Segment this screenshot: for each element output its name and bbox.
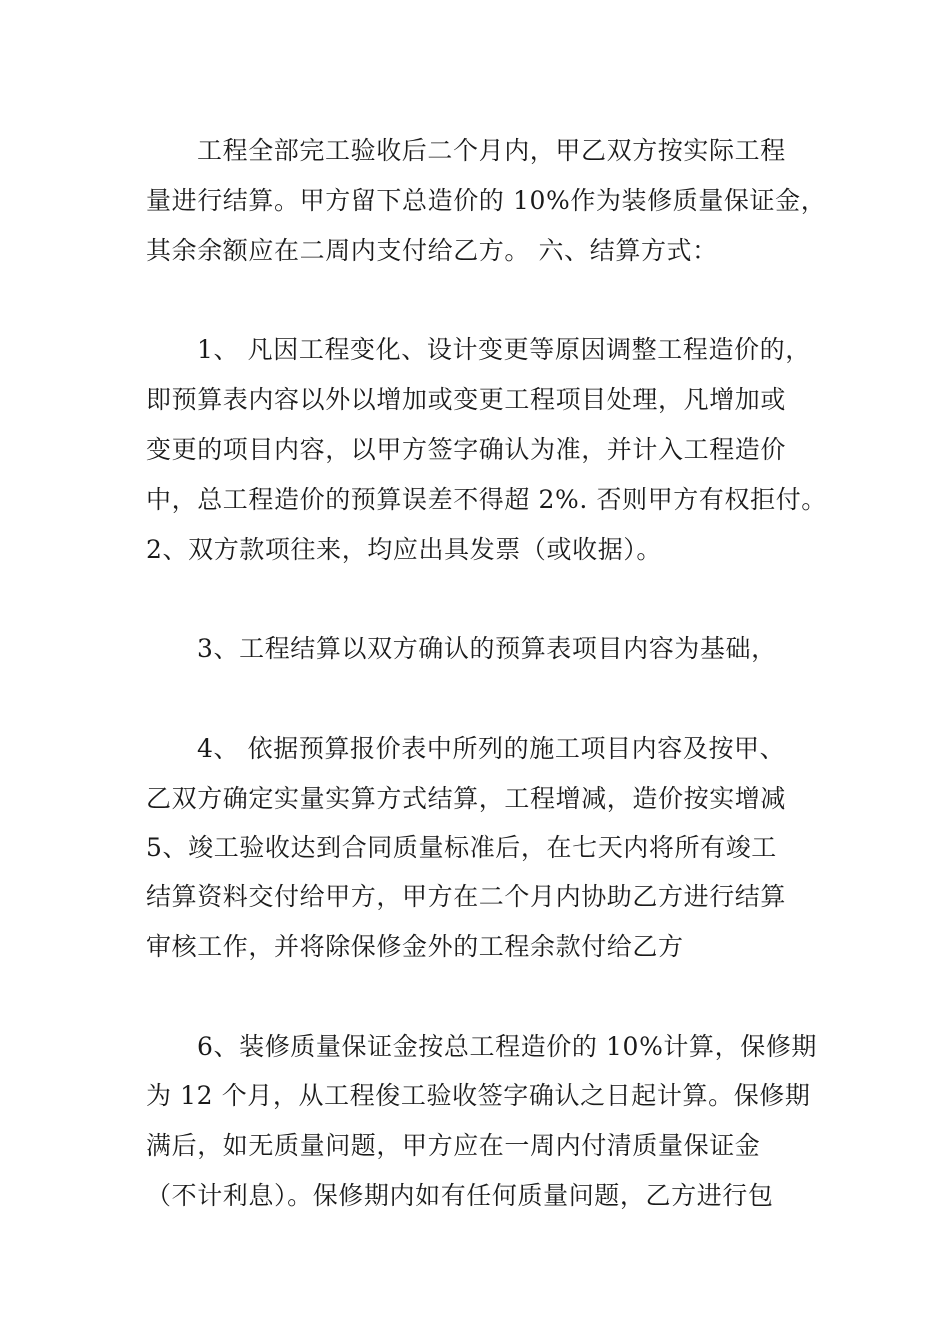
item-1-line-4: 中，总工程造价的预算误差不得超 2%. 否则甲方有权拒付。 (146, 485, 827, 514)
item-6-line-2: 为 12 个月，从工程俊工验收签字确认之日起计算。保修期 (146, 1081, 811, 1110)
item-6-line-4: （不计利息）。保修期内如有任何质量问题，乙方进行包 (146, 1181, 774, 1210)
paragraph-settlement-line-3: 其余余额应在二周内支付给乙方。 六、结算方式： (146, 236, 718, 265)
item-5-line-2: 结算资料交付给甲方，甲方在二个月内协助乙方进行结算 (146, 882, 787, 911)
paragraph-settlement-line-1: 工程全部完工验收后二个月内，甲乙双方按实际工程 (197, 136, 786, 165)
item-1-line-2: 即预算表内容以外以增加或变更工程项目处理，凡增加或 (146, 385, 787, 414)
item-3-line-1: 3、工程结算以双方确认的预算表项目内容为基础， (197, 634, 777, 663)
paragraph-settlement-line-2: 量进行结算。甲方留下总造价的 10%作为装修质量保证金， (146, 186, 827, 215)
item-4-line-1: 4、 依据预算报价表中所列的施工项目内容及按甲、 (197, 734, 786, 763)
item-4-line-2: 乙双方确定实量实算方式结算，工程增减，造价按实增减 (146, 784, 787, 813)
item-5-line-1: 5、竣工验收达到合同质量标准后，在七天内将所有竣工 (146, 833, 777, 862)
item-6-line-3: 满后，如无质量问题，甲方应在一周内付清质量保证金 (146, 1131, 761, 1160)
item-5-line-3: 审核工作，并将除保修金外的工程余款付给乙方 (146, 932, 684, 961)
item-1-line-1: 1、 凡因工程变化、设计变更等原因调整工程造价的， (197, 335, 811, 364)
item-1-line-3: 变更的项目内容，以甲方签字确认为准，并计入工程造价 (146, 435, 787, 464)
item-2-line-1: 2、双方款项往来，均应出具发票（或收据）。 (146, 535, 663, 564)
item-6-line-1: 6、装修质量保证金按总工程造价的 10%计算，保修期 (197, 1032, 818, 1061)
